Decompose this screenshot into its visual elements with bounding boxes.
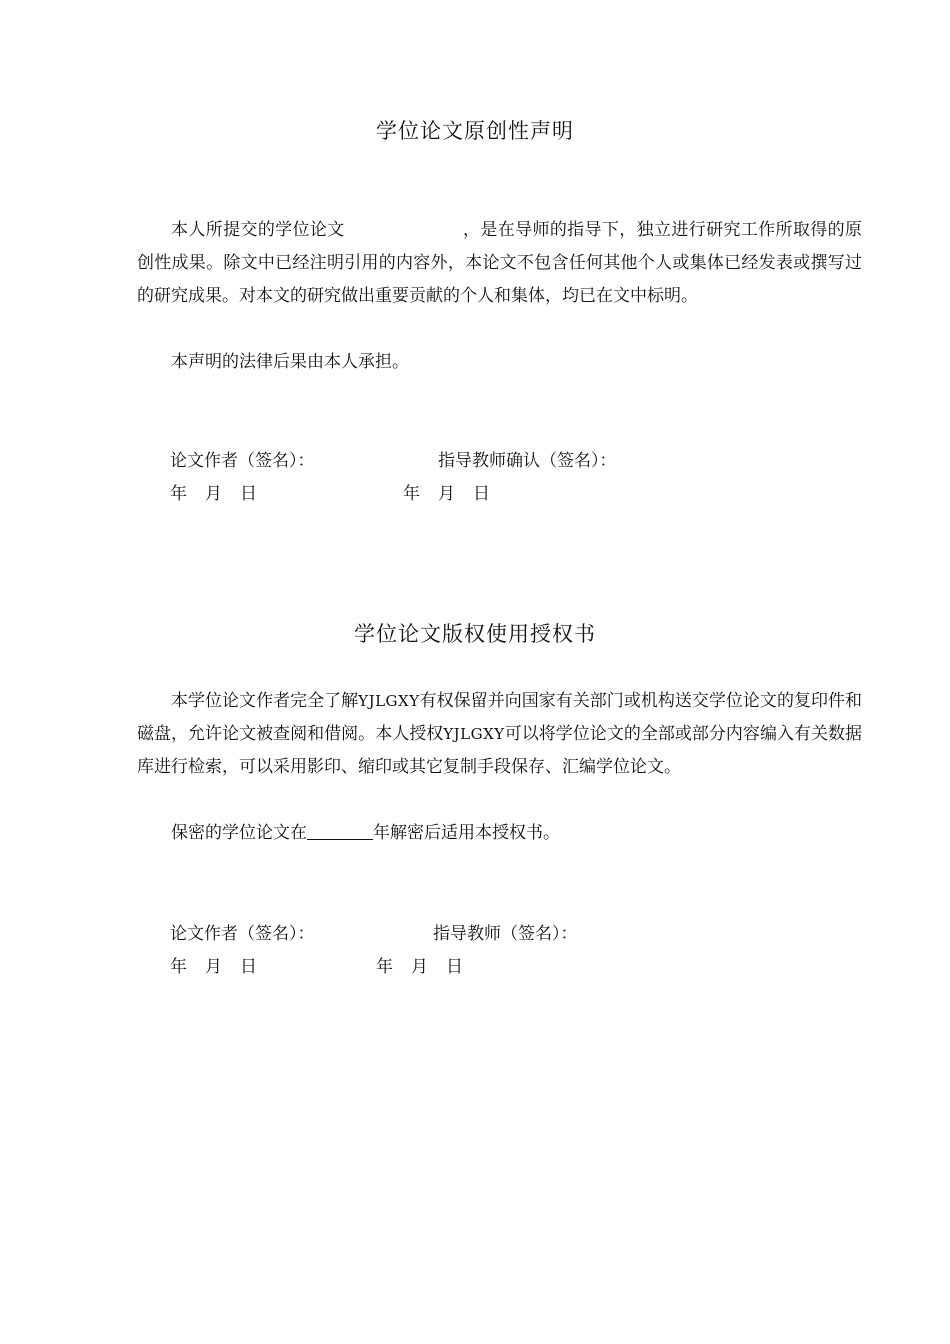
originality-paragraph-2: 本声明的法律后果由本人承担。 <box>171 352 409 372</box>
organization-name: YJLGXY <box>358 692 420 710</box>
copyright-p2-start: 保密的学位论文在 <box>171 823 307 843</box>
date-month-label: 月 <box>411 957 428 977</box>
originality-advisor-date <box>403 482 508 506</box>
date-month-label: 月 <box>205 484 222 504</box>
copyright-p1-middle: 有权保留并向国家有关部门或机构送交学位论文的复印件和磁盘，允许论文被查阅和借阅。本人授权 <box>137 691 863 744</box>
originality-p1-rest: ，是在导师的指导下，独立进行研究工作所取得的原创性成果。除文中已经注明引用的内容外，本论文不包含任何其他个人或集体已经发表或撰写过的研究成果。对本文的研究做出重要贡献的个人和集体，均已在文中标明。 <box>137 220 863 306</box>
copyright-author-date <box>170 955 275 979</box>
date-year-label: 年 <box>376 957 393 977</box>
originality-title: 学位论文原创性声明 <box>376 119 574 143</box>
originality-author-signature-label: 论文作者（签名）： <box>170 451 315 471</box>
copyright-author-signature-label: 论文作者（签名）： <box>170 924 315 944</box>
copyright-p2-rest: 年解密后适用本授权书。 <box>373 823 560 843</box>
copyright-title: 学位论文版权使用授权书 <box>354 622 596 646</box>
years-blank-line <box>307 823 373 840</box>
originality-advisor-signature-label: 指导教师确认（签名）： <box>438 451 617 471</box>
originality-paragraph-1 <box>137 214 862 313</box>
copyright-paragraph-1 <box>137 685 862 784</box>
copyright-p1-rest: 可以将学位论文的全部或部分内容编入有关数据库进行检索，可以采用影印、缩印或其它复制手段保存、汇编学位论文。 <box>137 724 863 777</box>
date-month-label: 月 <box>438 484 455 504</box>
date-year-label: 年 <box>403 484 420 504</box>
date-year-label: 年 <box>170 484 187 504</box>
date-month-label: 月 <box>205 957 222 977</box>
copyright-paragraph-2 <box>137 817 862 850</box>
date-day-label: 日 <box>473 484 490 504</box>
organization-name: YJLGXY <box>443 725 505 743</box>
copyright-advisor-date <box>376 955 481 979</box>
copyright-advisor-signature-label: 指导教师（签名）： <box>433 924 578 944</box>
originality-p1-start: 本人所提交的学位论文 <box>171 220 345 240</box>
copyright-p1-start: 本学位论文作者完全了解 <box>171 691 359 711</box>
originality-author-date <box>170 482 275 506</box>
date-day-label: 日 <box>240 484 257 504</box>
date-year-label: 年 <box>170 957 187 977</box>
date-day-label: 日 <box>446 957 463 977</box>
date-day-label: 日 <box>240 957 257 977</box>
